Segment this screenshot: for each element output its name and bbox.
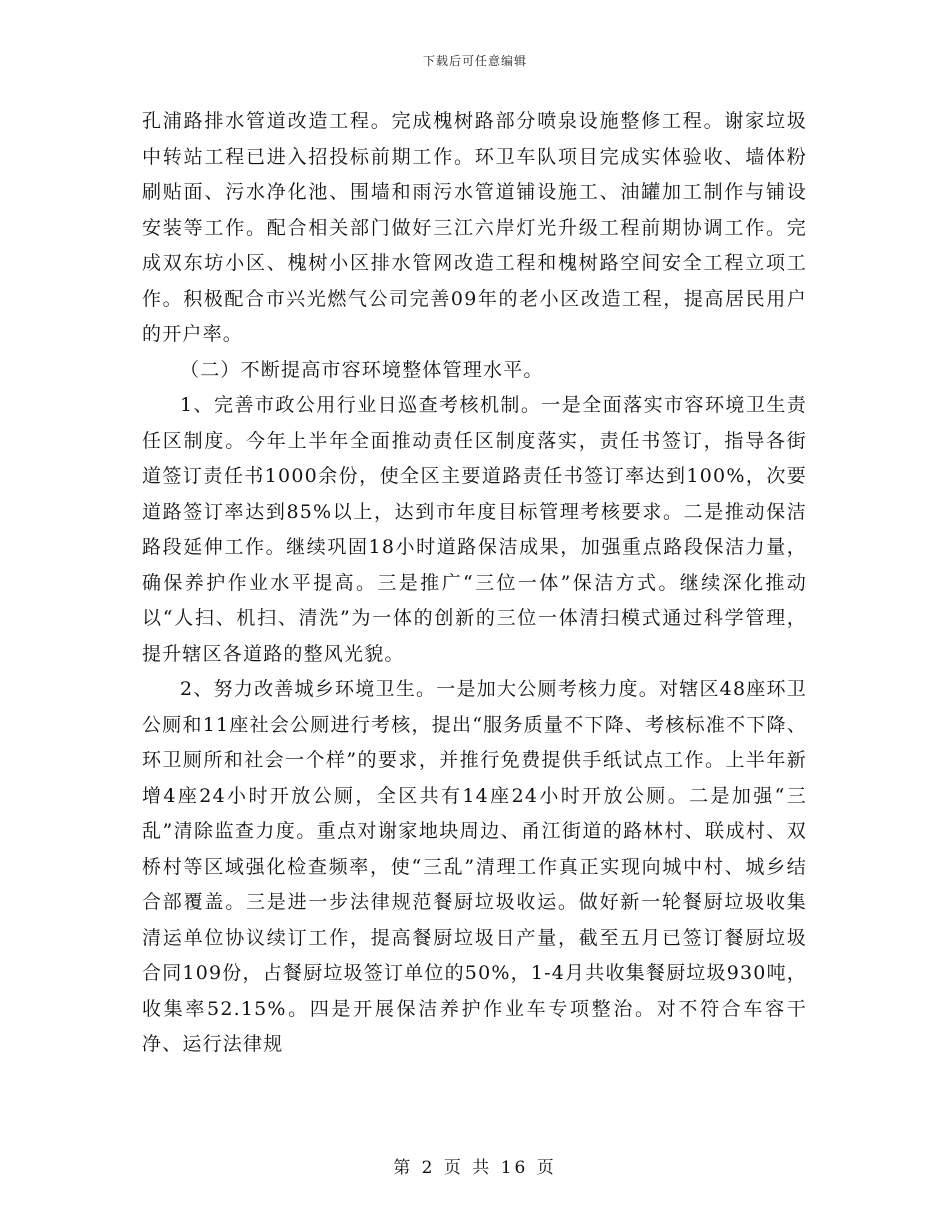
paragraph-continuation: 孔浦路排水管道改造工程。完成槐树路部分喷泉设施整修工程。谢家垃圾中转站工程已进入招投标前期工作。环卫车队项目完成实体验收、墙体粉刷贴面、污水净化池、围墙和雨污水管道铺设施工、油罐加工制作与铺设安装等工作。配合相关部门做好三江六岸灯光升级工程前期协调工作。完成双东坊小区、槐树小区排水管网改造工程和槐树路空间安全工程立项工作。积极配合市兴光燃气公司完善09年的老小区改造工程，提高居民用户的开户率。 — [142, 110, 807, 345]
paragraph-item-2: 2、努力改善城乡环境卫生。一是加大公厕考核力度。对辖区48座环卫公厕和11座社会公厕进行考核，提出“服务质量不下降、考核标准不下降、环卫厕所和社会一个样”的要求，并推行免费提供手纸试点工作。上半年新增4座24小时开放公厕，全区共有14座24小时开放公厕。二是加强“三乱”清除监查力度。重点对谢家地块周边、甬江街道的路林村、联成村、双桥村等区域强化检查频率，使“三乱”清理工作真正实现向城中村、城乡结合部覆盖。三是进一步法律规范餐厨垃圾收运。做好新一轮餐厨垃圾收集清运单位协议续订工作，提高餐厨垃圾日产量，截至五月已签订餐厨垃圾合同109份，占餐厨垃圾签订单位的50%，1-4月共收集餐厨垃圾930吨，收集率52.15%。四是开展保洁养护作业车专项整治。对不符合车容干净、运行法律规 — [142, 678, 807, 1055]
section-heading: （二）不断提高市容环境整体管理水平。 — [180, 358, 544, 381]
page-number-footer: 第 2 页 共 16 页 — [393, 1158, 557, 1178]
page-header: 下载后可任意编辑 — [422, 54, 527, 68]
paragraph-item-1: 1、完善市政公用行业日巡查考核机制。一是全面落实市容环境卫生责任区制度。今年上半年全面推动责任区制度落实，责任书签订，指导各街道签订责任书1000余份，使全区主要道路责任书签订率达到100%，次要道路签订率达到85%以上，达到市年度目标管理考核要求。二是推动保洁路段延伸工作。继续巩固18小时道路保洁成果，加强重点路段保洁力量，确保养护作业水平提高。三是推广“三位一体”保洁方式。继续深化推动以“人扫、机扫、清洗”为一体的创新的三位一体清扫模式通过科学管理，提升辖区各道路的整风光貌。 — [142, 394, 807, 665]
document-body — [142, 104, 807, 1063]
